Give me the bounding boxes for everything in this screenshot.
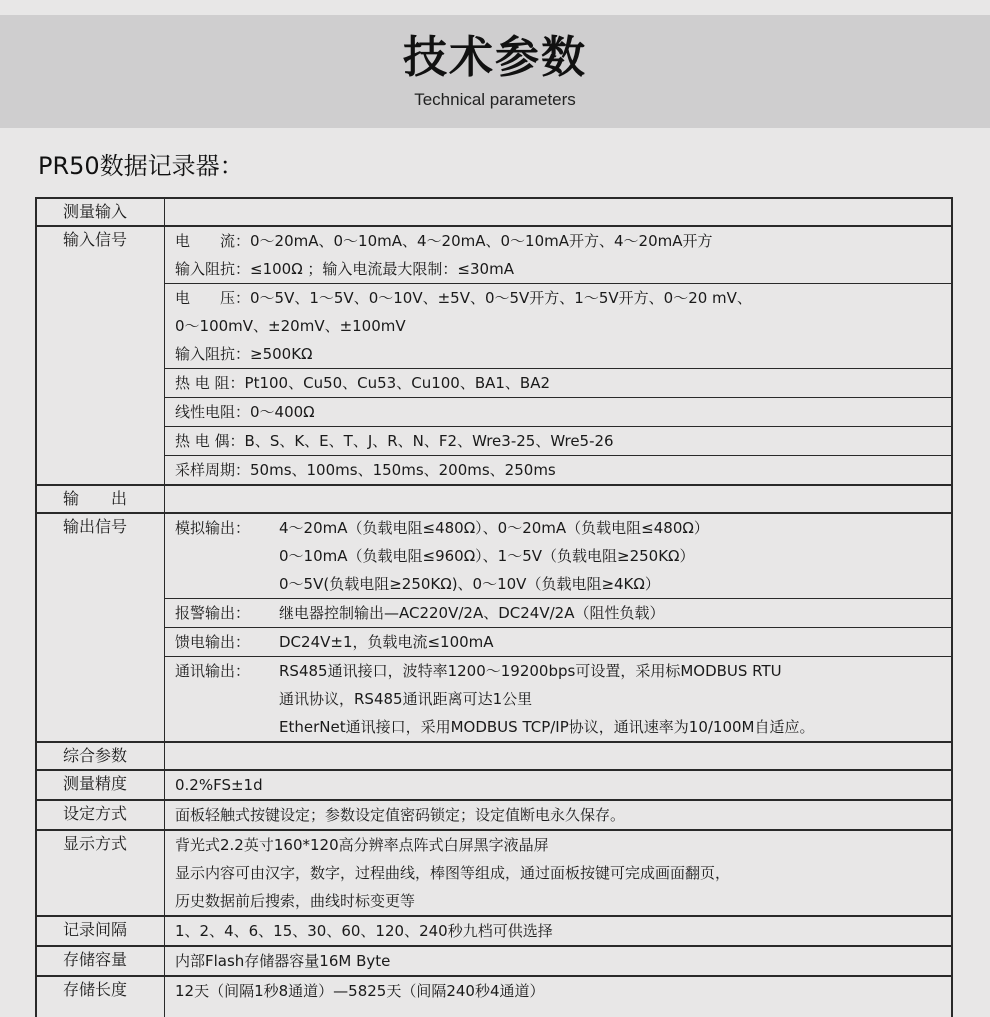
spec-cell (165, 831, 951, 915)
table-row (37, 227, 951, 486)
spec-cell (165, 801, 951, 829)
spec-prefix: 模拟输出： (175, 519, 251, 537)
spec-cell (165, 917, 951, 945)
spec-cell (165, 456, 951, 484)
spec-line: RS485通讯接口，波特率1200～19200bps可设置，采用标MODBUS RTU (279, 662, 782, 680)
spec-cell (165, 977, 951, 1005)
spec-lines (175, 771, 951, 799)
row-content (165, 947, 951, 975)
row-content (165, 977, 951, 1017)
table-row (37, 831, 951, 917)
spec-line: 输入阻抗：≤100Ω ；输入电流最大限制：≤30mA (175, 260, 514, 278)
page-subtitle-en: Technical parameters (414, 90, 576, 109)
spec-cell (165, 369, 951, 398)
spec-lines (175, 369, 951, 397)
table-row (37, 947, 951, 977)
spec-line: 1、2、4、6、15、30、60、120、240秒九档可供选择 (175, 922, 553, 940)
spec-cell (165, 427, 951, 456)
spec-prefix: 馈电输出： (175, 633, 251, 651)
spec-line: 电 压：0～5V、1～5V、0～10V、±5V、0～5V开方、1～5V开方、0～20 mV、 (175, 289, 752, 307)
spec-line: 输入阻抗：≥500KΩ (175, 345, 313, 363)
empty-cell (165, 199, 951, 225)
spec-line: DC24V±1，负载电流≤100mA (279, 633, 494, 651)
row-label: 记录间隔 (37, 917, 165, 945)
spec-cell (165, 514, 951, 599)
spec-line: 0～10mA（负载电阻≤960Ω）、1～5V（负载电阻≥250KΩ） (279, 547, 695, 565)
spec-lines (175, 284, 951, 368)
spec-line: 0～100mV、±20mV、±100mV (175, 317, 406, 335)
spec-cell (165, 947, 951, 975)
row-label: 输 出 (37, 486, 165, 512)
empty-cell (165, 486, 951, 512)
spec-lines (175, 947, 951, 975)
table-row (37, 514, 951, 743)
spec-line: 热 电 偶：B、S、K、E、T、J、R、N、F2、Wre3-25、Wre5-26 (175, 432, 614, 450)
table-row (37, 977, 951, 1017)
spec-lines (175, 398, 951, 426)
spec-lines (279, 657, 951, 741)
row-content (165, 771, 951, 799)
spec-prefix: 通讯输出： (175, 662, 251, 680)
spec-line: 历史数据前后搜索，曲线时标变更等 (175, 892, 416, 910)
spec-cell (165, 628, 951, 657)
spec-line: 通讯协议，RS485通讯距离可达1公里 (279, 690, 533, 708)
spec-lines (175, 427, 951, 455)
spec-line: 继电器控制输出—AC220V/2A、DC24V/2A（阻性负载） (279, 604, 665, 622)
spec-line: 面板轻触式按键设定；参数设定值密码锁定；设定值断电永久保存。 (175, 806, 626, 824)
page-title: 技术参数 (403, 32, 587, 83)
spec-line: 线性电阻：0～400Ω (175, 403, 315, 421)
table-row (37, 801, 951, 831)
empty-cell (165, 743, 951, 769)
table-row (37, 743, 951, 771)
row-content (165, 227, 951, 484)
spec-lines (279, 599, 951, 627)
row-label: 测量精度 (37, 771, 165, 799)
row-label: 存储长度 (37, 977, 165, 1017)
table-row (37, 486, 951, 514)
spec-line: 电 流：0～20mA、0～10mA、4～20mA、0～10mA开方、4～20mA开方 (175, 232, 713, 250)
row-content (165, 514, 951, 741)
spec-cell (165, 599, 951, 628)
row-content (165, 486, 951, 512)
row-label: 输入信号 (37, 227, 165, 484)
spec-line: 内部Flash存储器容量16M Byte (175, 952, 391, 970)
spec-lines (175, 456, 951, 484)
spec-line: 4～20mA（负载电阻≤480Ω）、0～20mA（负载电阻≤480Ω） (279, 519, 709, 537)
header-band (0, 15, 990, 128)
spec-lines (175, 917, 951, 945)
row-label: 综合参数 (37, 743, 165, 769)
spec-lines (175, 801, 951, 829)
spec-lines (175, 831, 951, 915)
row-content (165, 743, 951, 769)
product-title: PR50数据记录器： (38, 152, 244, 180)
spec-lines (175, 977, 951, 1005)
spec-line: 热 电 阻：Pt100、Cu50、Cu53、Cu100、BA1、BA2 (175, 374, 551, 392)
spec-lines (279, 628, 951, 656)
row-label: 输出信号 (37, 514, 165, 741)
row-label: 设定方式 (37, 801, 165, 829)
spec-cell (165, 284, 951, 369)
spec-line: 0～5V(负载电阻≥250KΩ)、0～10V（负载电阻≥4KΩ） (279, 575, 660, 593)
spec-prefix: 报警输出： (175, 604, 251, 622)
spec-table-body (37, 199, 951, 1017)
spec-lines (175, 227, 951, 283)
table-row (37, 771, 951, 801)
row-content (165, 801, 951, 829)
spec-lines (279, 514, 951, 598)
spec-line: 12天（间隔1秒8通道）—5825天（间隔240秒4通道） (175, 982, 545, 1000)
spec-line: 0.2%FS±1d (175, 776, 263, 794)
row-content (165, 199, 951, 225)
row-label: 测量输入 (37, 199, 165, 225)
spec-line: 背光式2.2英寸160*120高分辨率点阵式白屏黑字液晶屏 (175, 836, 549, 854)
spec-table (35, 197, 953, 1017)
spec-cell (165, 227, 951, 284)
spec-cell (165, 657, 951, 741)
spec-line: 采样周期：50ms、100ms、150ms、200ms、250ms (175, 461, 556, 479)
table-row (37, 199, 951, 227)
row-content (165, 917, 951, 945)
row-label: 显示方式 (37, 831, 165, 915)
table-row (37, 917, 951, 947)
spec-line: 显示内容可由汉字，数字，过程曲线，棒图等组成，通过面板按键可完成画面翻页， (175, 864, 731, 882)
row-label: 存储容量 (37, 947, 165, 975)
spec-line: EtherNet通讯接口，采用MODBUS TCP/IP协议，通讯速率为10/100M自适应。 (279, 718, 815, 736)
row-content (165, 831, 951, 915)
spec-cell (165, 398, 951, 427)
spec-cell (165, 771, 951, 799)
